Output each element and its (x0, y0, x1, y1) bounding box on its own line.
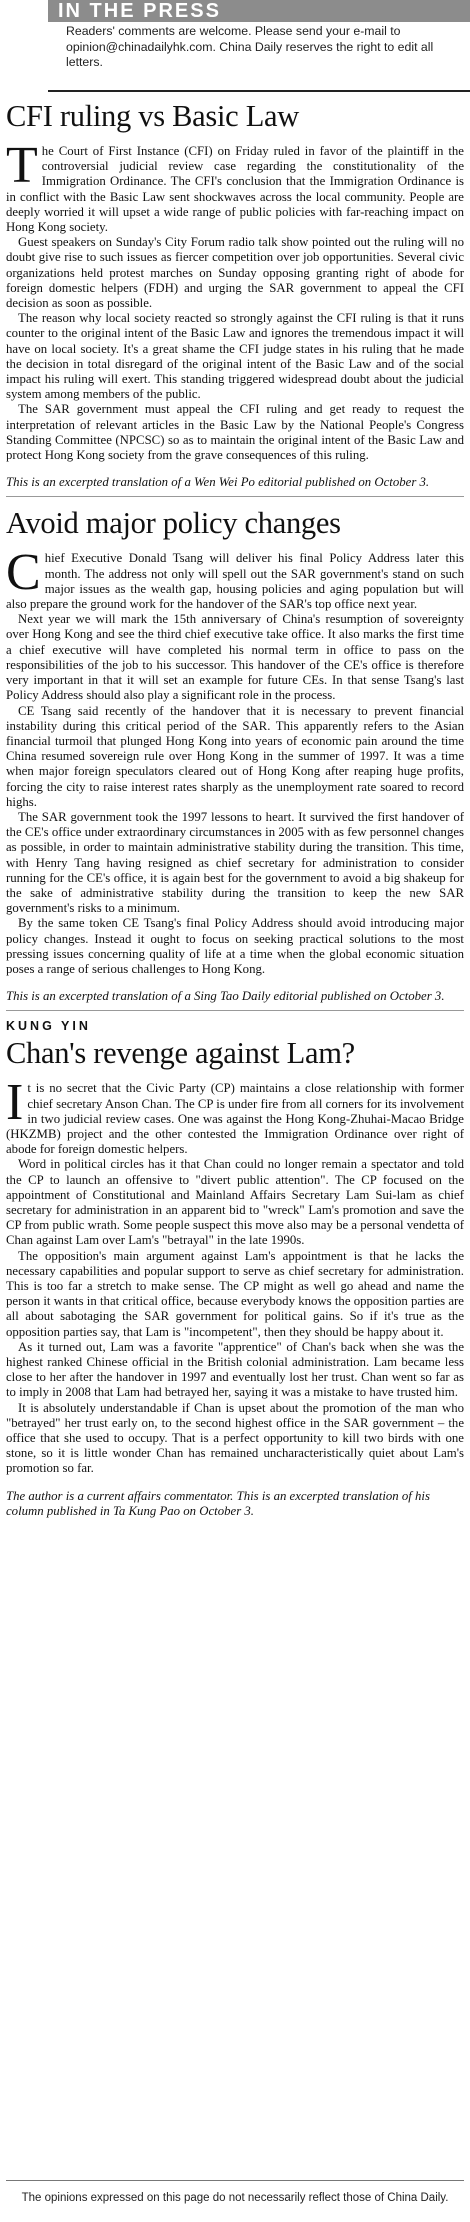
article-paragraph: Chief Executive Donald Tsang will deliver his final Policy Address later this month. The address not only will spell out the SAR government's stand on such major issues as the wealth gap, housing policies and aging population but will also prepare the ground work for the handover of the SAR's top office next year. (6, 544, 464, 612)
page-disclaimer: The opinions expressed on this page do not necessarily reflect those of China Daily. (21, 2192, 449, 2204)
article-paragraph: CE Tsang said recently of the handover that it is necessary to prevent financial instability during this critical period of the SAR. This apparently refers to the Asian financial turmoil that plunged Hong Kong into years of economic pain around the time China resumed sovereign rule over Hong Kong in the summer of 1997. It was a time when major foreign speculators cleared out of Hong Kong after reaping huge profits, forcing the city to raise interest rates sharply as the unemployment rate soared to record highs. (6, 703, 464, 809)
header-divider (48, 90, 470, 92)
article-chan-revenge (6, 1019, 464, 1519)
article-paragraph: By the same token CE Tsang's final Policy Address should avoid introducing major policy changes. Instead it ought to focus on seeking practical solutions to the most pressing issues concerning quality of life at a time when the global economic situation poses a range of serious challenges to Hong Kong. (6, 916, 464, 976)
drop-cap: C (6, 544, 41, 602)
article-paragraph: Guest speakers on Sunday's City Forum radio talk show pointed out the ruling will no doubt give rise to such issues as fiercer competition over job opportunities. Several civic organizations held protest marches on Sunday opposing granting right of abode for foreign domestic helpers (FDH) and urging the SAR government to appeal the CFI decision as soon as possible. (6, 235, 464, 311)
article-body (6, 1074, 464, 1476)
drop-cap: T (6, 137, 38, 194)
article-title: CFI ruling vs Basic Law (6, 99, 299, 133)
article-paragraph: The SAR government took the 1997 lessons to heart. It survived the first handover of the CE's office under extraordinary circumstances in 2005 with as few personnel changes as possible, in order to maintain administrative stability during the transition. This time, with Henry Tang having resigned as chief secretary for administration to consider running for the CE's office, it is again best for the government to avoid a big shakeup for the sake of administrative stability during the transition to keep the new SAR government's risks to a minimum. (6, 809, 464, 916)
article-title: Avoid major policy changes (6, 506, 341, 541)
article-title: Chan's revenge against Lam? (6, 1036, 355, 1071)
article-paragraph: As it turned out, Lam was a favorite "apprentice" of Chan's back when she was the highest ranked Chinese official in the British colonial administration. Lam became less close to her after the handover in 1997 and eventually lost her trust. Chan went so far as to imply in 2008 that Lam had betrayed her, saying it was a mistake to have trusted him. (6, 1339, 464, 1400)
article-paragraph: The SAR government must appeal the CFI ruling and get ready to request the interpretation of relevant articles in the Basic Law by the National People's Congress Standing Committee (NPCSC) so as to maintain the original intent of the Basic Law and protect Hong Kong society from the grave consequences of this ruling. (6, 402, 464, 463)
article-paragraph: The opposition's main argument against Lam's appointment is that he lacks the necessary capabilities and popular support to serve as chief secretary for administration. This is too far a stretch to make sense. The CP might as well go ahead and name the person it wants in that critical office, because everybody knows the opposition parties are all about sabotaging the SAR government for political gains. So if it's true as the opposition parties say, that Lam is "incompetent", then they should be happy about it. (6, 1248, 464, 1339)
article-paragraph: The reason why local society reacted so strongly against the CFI ruling is that it runs counter to the original intent of the Basic Law and ignores the tremendous impact it will have on local society. It's a great shame the CFI judge states in his ruling that he made the decision in total disregard of the original intent of the Basic Law and of the social impact his ruling will exert. This standing triggered widespread doubt about the judicial system among members of the public. (6, 311, 464, 402)
article-paragraph: Word in political circles has it that Chan could no longer remain a spectator and told the CP to launch an offensive to "divert public attention". The CP focused on the appointment of Constitutional and Mainland Affairs Secretary Lam Sui-lam as chief secretary for administration in an apparent bid to "wreck" Lam's promotion and save the CP from public wrath. Some people suspect this move also may be a personal vendetta of Chan against Lam over Lam's "betrayal" in the late 1990s. (6, 1157, 464, 1248)
article-cfi-ruling (6, 98, 464, 497)
article-divider (6, 496, 464, 497)
author-note: The author is a current affairs commentator. This is an excerpted translation of his column published in Ta Kung Pao on October 3. (6, 1488, 430, 1518)
source-note: This is an excerpted translation of a Wen Wei Po editorial published on October 3. (6, 475, 430, 490)
article-paragraph: It is no secret that the Civic Party (CP) maintains a close relationship with former chief secretary Anson Chan. The CP is under fire from all corners for its involvement in two judicial review cases. One was against the Hong Kong-Zhuhai-Macao Bridge (HKZMB) project and the other contested the Immigration Ordinance over right of abode for foreign domestic helpers. (6, 1074, 464, 1157)
article-body (6, 137, 464, 463)
article-paragraph: Next year we will mark the 15th anniversary of China's resumption of sovereignty over Hong Kong and see the third chief executive take office. It also marks the first time a chief executive will have completed his normal term in office to pass on the responsibilities of the job to his successor. This handover of the CE's office is therefore very important in that it will set an example for future CEs. In that sense Tsang's last Policy Address should also play a significant role in the process. (6, 612, 464, 703)
article-divider (6, 1010, 464, 1011)
section-title: IN THE PRESS (48, 0, 470, 22)
drop-cap: I (6, 1074, 24, 1132)
article-paragraph: It is absolutely understandable if Chan is upset about the promotion of the man who "betrayed" her trust early on, to the second highest office in the SAR government – the office that she used to occupy. That is a perfect opportunity to kill two birds with one stone, so it is little wonder Chan has remained uncharacteristically quiet about Lam's promotion so far. (6, 1400, 464, 1476)
footer-divider (6, 2180, 464, 2181)
section-header (0, 0, 470, 106)
letters-notice: Readers' comments are welcome. Please send your e-mail to opinion@chinadailyhk.com. China Daily reserves the right to edit all letters. (66, 24, 434, 69)
article-paragraph: The Court of First Instance (CFI) on Friday ruled in favor of the plaintiff in the controversial judicial review case regarding the constitutionality of the Immigration Ordinance. The CFI's conclusion that the Immigration Ordinance is in conflict with the Basic Law sent shockwaves across the local community. People are deeply worried it will upset a wide range of public policies with far-reaching impact on Hong Kong society. (6, 137, 464, 235)
article-body (6, 544, 464, 977)
author-byline: KUNG YIN (6, 1019, 91, 1034)
article-policy-changes (6, 505, 464, 1011)
articles-column (6, 98, 464, 1519)
source-note: This is an excerpted translation of a Sing Tao Daily editorial published on October 3. (6, 989, 445, 1004)
